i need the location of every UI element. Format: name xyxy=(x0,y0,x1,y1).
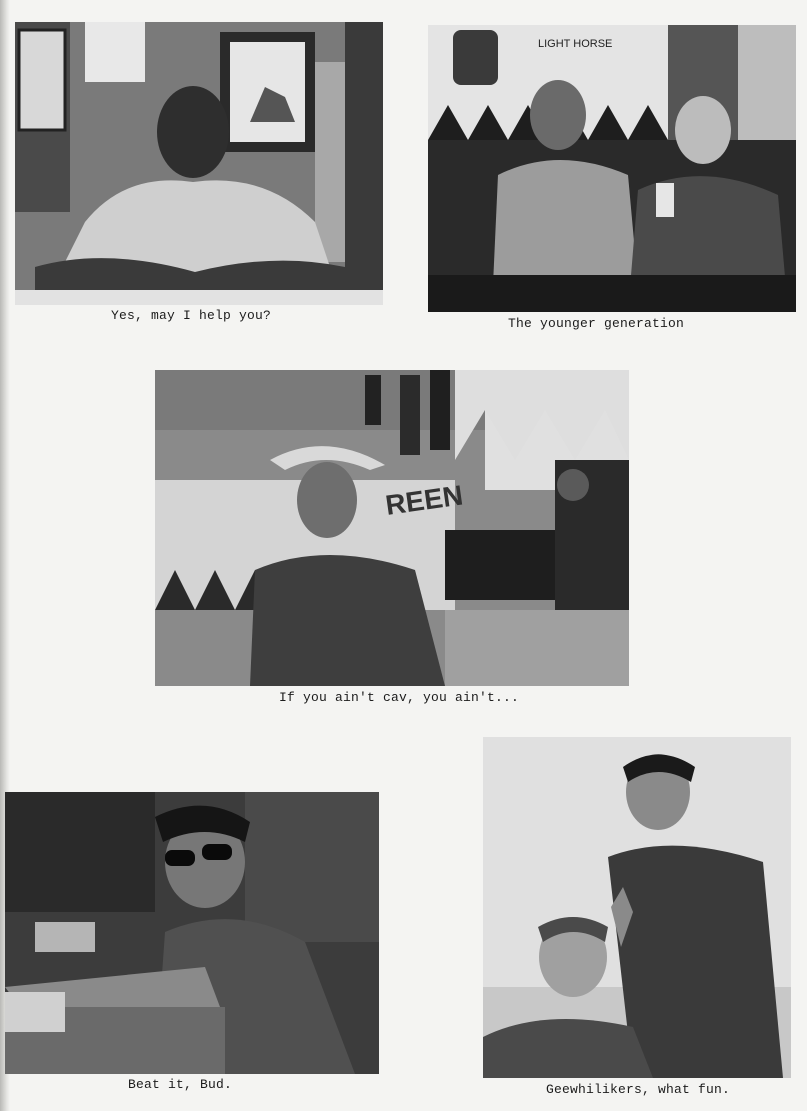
caption-photo-3: If you ain't cav, you ain't... xyxy=(279,690,520,705)
photo-man-cowboy-hat xyxy=(155,370,629,686)
photo-man-sunglasses xyxy=(5,792,379,1074)
caption-photo-1: Yes, may I help you? xyxy=(111,308,272,323)
bar-sign-text: LIGHT HORSE xyxy=(538,38,613,50)
caption-photo-2: The younger generation xyxy=(508,316,685,331)
photo-two-men-bar xyxy=(428,25,796,312)
photo-two-men-peace-sign xyxy=(483,737,791,1078)
photo-seated-man xyxy=(15,22,383,305)
caption-photo-5: Geewhilikers, what fun. xyxy=(546,1082,731,1097)
banner-text: REEN xyxy=(383,479,465,521)
caption-photo-4: Beat it, Bud. xyxy=(128,1077,233,1092)
